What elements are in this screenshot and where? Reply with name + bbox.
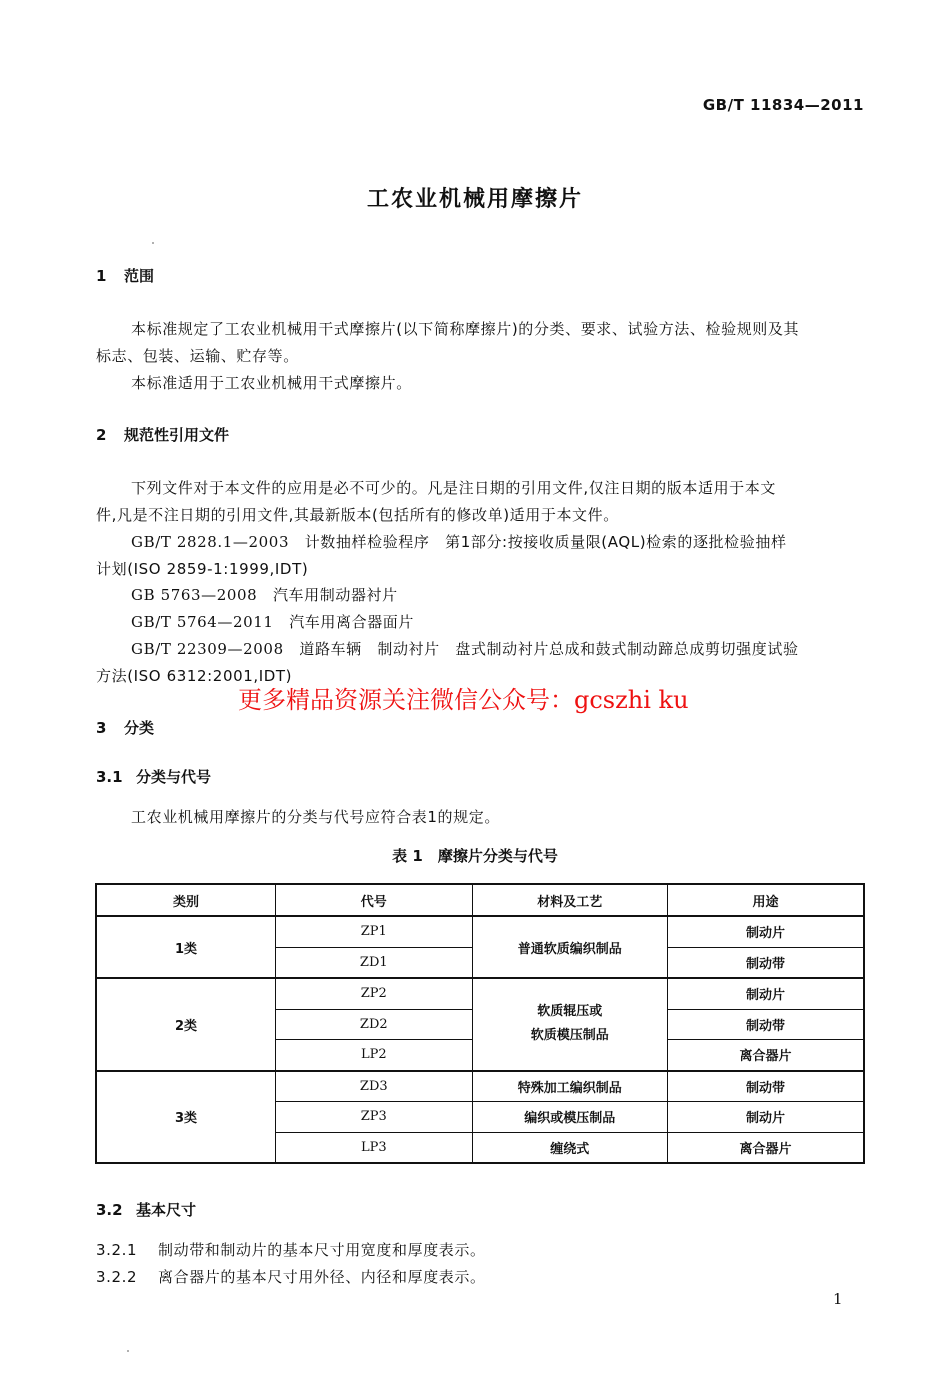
subsection-3-2-heading (96, 1199, 196, 1220)
material-line: 软质模压制品 (530, 1028, 609, 1044)
page-number: 1 (833, 1290, 843, 1308)
material-cell: 普通软质编织制品 (472, 916, 667, 978)
reference-continuation: 计划(ISO 2859-1:1999,IDT) (96, 560, 309, 578)
category-cell: 1类 (96, 916, 276, 978)
reference-title: 道路车辆 制动衬片 盘式制动衬片总成和鼓式制动蹄总成剪切强度试验 (299, 640, 799, 658)
watermark-text: 更多精品资源关注微信公众号：gcszhi ku (238, 686, 689, 714)
paragraph: 下列文件对于本文件的应用是必不可少的。凡是注日期的引用文件,仅注日期的版本适用于本文 (131, 479, 776, 497)
reference-item (131, 638, 799, 659)
section-number: 2 (96, 426, 107, 444)
code-cell: ZP2 (276, 978, 473, 1009)
reference-item (131, 531, 787, 552)
standard-number: GB/T 11834—2011 (702, 96, 864, 114)
table-row (96, 916, 864, 947)
scan-speck (127, 1350, 129, 1352)
subsection-3-1-heading (96, 766, 211, 787)
table-header-row (96, 884, 864, 916)
reference-code: GB/T 22309—2008 (131, 640, 284, 658)
header-use: 用途 (668, 884, 865, 916)
document-title: 工农业机械用摩擦片 (366, 187, 583, 212)
reference-continuation: 方法(ISO 6312:2001,IDT) (96, 667, 293, 685)
header-code: 代号 (276, 884, 473, 916)
use-cell: 离合器片 (668, 1040, 865, 1071)
use-cell: 制动片 (668, 916, 865, 947)
table-caption: 表 1 摩擦片分类与代号 (392, 847, 558, 865)
clause-3-2-1 (96, 1239, 486, 1260)
clause-text: 制动带和制动片的基本尺寸用宽度和厚度表示。 (158, 1241, 486, 1259)
section-title: 分类 (124, 719, 155, 737)
clause-3-2-2 (96, 1266, 486, 1287)
section-title: 规范性引用文件 (124, 426, 230, 444)
use-cell: 制动片 (668, 978, 865, 1009)
reference-code: GB 5763—2008 (131, 586, 258, 604)
reference-title: 汽车用制动器衬片 (272, 586, 398, 604)
subsection-title: 基本尺寸 (136, 1201, 197, 1219)
reference-code: GB/T 2828.1—2003 (131, 533, 290, 551)
scan-speck (152, 242, 154, 244)
header-category: 类别 (96, 884, 276, 916)
paragraph: 件,凡是不注日期的引用文件,其最新版本(包括所有的修改单)适用于本文件。 (96, 506, 619, 524)
reference-title: 汽车用离合器面片 (289, 613, 415, 631)
use-cell: 制动带 (668, 947, 865, 978)
use-cell: 制动带 (668, 1009, 865, 1040)
use-cell: 制动片 (668, 1102, 865, 1133)
material-cell: 编织或模压制品 (472, 1102, 667, 1133)
use-cell: 制动带 (668, 1071, 865, 1102)
material-cell: 缠绕式 (472, 1132, 667, 1163)
clause-number: 3.2.1 (96, 1241, 138, 1259)
table-row (96, 978, 864, 1009)
paragraph: 本标准适用于工农业机械用干式摩擦片。 (131, 374, 412, 392)
code-cell: ZP3 (276, 1102, 473, 1133)
code-cell: ZD2 (276, 1009, 473, 1040)
paragraph: 本标准规定了工农业机械用干式摩擦片(以下简称摩擦片)的分类、要求、试验方法、检验规则及其 (131, 320, 800, 338)
section-3-heading (96, 717, 154, 738)
reference-item (131, 611, 414, 632)
category-cell: 2类 (96, 978, 276, 1071)
reference-code: GB/T 5764—2011 (131, 613, 274, 631)
code-cell: LP2 (276, 1040, 473, 1071)
subsection-number: 3.1 (96, 768, 123, 786)
paragraph: 标志、包装、运输、贮存等。 (96, 347, 299, 365)
table-row (96, 1071, 864, 1102)
header-material: 材料及工艺 (472, 884, 667, 916)
category-cell: 3类 (96, 1071, 276, 1164)
clause-number: 3.2.2 (96, 1268, 138, 1286)
subsection-number: 3.2 (96, 1201, 123, 1219)
section-2-heading (96, 424, 229, 445)
material-cell (472, 978, 667, 1071)
code-cell: ZP1 (276, 916, 473, 947)
section-title: 范围 (124, 267, 155, 285)
use-cell: 离合器片 (668, 1132, 865, 1163)
code-cell: LP3 (276, 1132, 473, 1163)
clause-text: 离合器片的基本尺寸用外径、内径和厚度表示。 (158, 1268, 486, 1286)
code-cell: ZD1 (276, 947, 473, 978)
section-1-heading (96, 265, 154, 286)
material-line: 软质辊压或 (537, 1004, 603, 1020)
reference-title: 计数抽样检验程序 第1部分:按接收质量限(AQL)检索的逐批检验抽样 (304, 533, 787, 551)
material-cell: 特殊加工编织制品 (472, 1071, 667, 1102)
section-number: 3 (96, 719, 107, 737)
paragraph: 工农业机械用摩擦片的分类与代号应符合表1的规定。 (131, 808, 500, 826)
section-number: 1 (96, 267, 107, 285)
subsection-title: 分类与代号 (136, 768, 212, 786)
classification-table (95, 883, 865, 1164)
code-cell: ZD3 (276, 1071, 473, 1102)
reference-item (131, 584, 398, 605)
